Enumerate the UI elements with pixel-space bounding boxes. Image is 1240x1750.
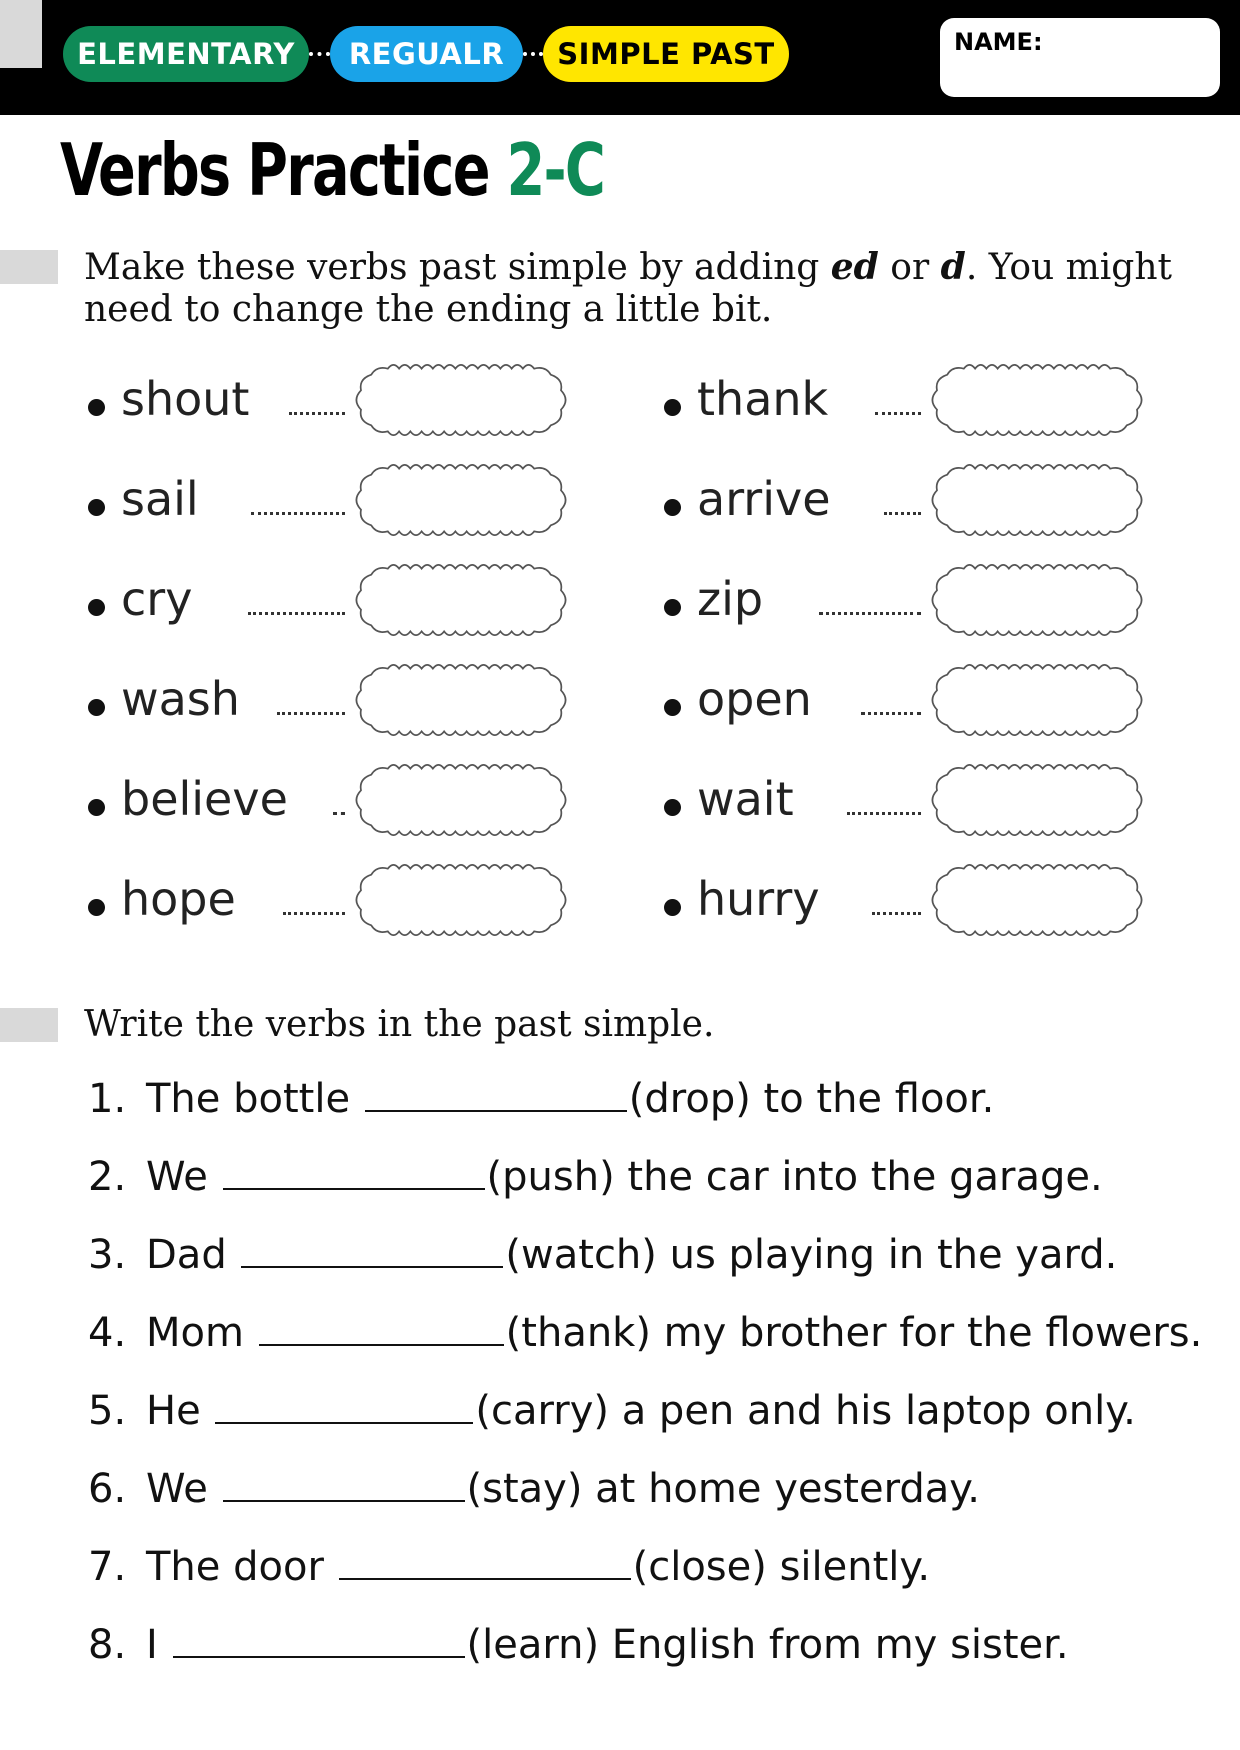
answer-box[interactable] [345, 862, 577, 938]
verb-row [88, 566, 581, 646]
answer-box[interactable] [921, 662, 1153, 738]
verb-word: open [697, 672, 812, 726]
sentence-item [88, 1382, 1136, 1434]
bullet-icon [88, 799, 105, 816]
tag-connector [309, 52, 330, 60]
verb-word: thank [697, 372, 829, 426]
verb-row [88, 666, 581, 746]
tag-simple-past: SIMPLE PAST [543, 26, 789, 82]
sentence-start: Dad [146, 1232, 240, 1278]
verb-word: hurry [697, 872, 820, 926]
sentence-end: (watch) us playing in the yard. [505, 1232, 1118, 1278]
sentence-end: (close) silently. [632, 1544, 931, 1590]
answer-box-outline [932, 465, 1141, 535]
answer-box-outline [356, 865, 565, 935]
answer-blank[interactable] [223, 1460, 465, 1502]
verb-row [664, 766, 1157, 846]
sentence-item [88, 1148, 1103, 1200]
answer-box-outline [356, 465, 565, 535]
verb-row [664, 366, 1157, 446]
answer-box-outline [356, 565, 565, 635]
sentence-end: (carry) a pen and his laptop only. [475, 1388, 1136, 1434]
title-main: Verbs Practice [60, 128, 489, 212]
bullet-icon [664, 899, 681, 916]
answer-box[interactable] [345, 462, 577, 538]
answer-box-outline [932, 765, 1141, 835]
dotted-leader [277, 712, 345, 715]
dotted-leader [872, 912, 921, 915]
bullet-icon [88, 699, 105, 716]
answer-box-outline [932, 365, 1141, 435]
sentence-item [88, 1616, 1069, 1668]
answer-box[interactable] [921, 462, 1153, 538]
answer-box[interactable] [345, 562, 577, 638]
bullet-icon [664, 799, 681, 816]
answer-blank[interactable] [223, 1148, 485, 1190]
sentence-number: 7. [88, 1544, 127, 1590]
bullet-icon [664, 499, 681, 516]
answer-box-outline [932, 665, 1141, 735]
sentence-start: Mom [146, 1310, 257, 1356]
answer-blank[interactable] [365, 1070, 627, 1112]
dotted-leader [251, 512, 345, 515]
verb-word: wait [697, 772, 794, 826]
verb-row [664, 866, 1157, 946]
sentence-end: (stay) at home yesterday. [466, 1466, 980, 1512]
answer-box[interactable] [921, 762, 1153, 838]
tag-regular: REGUALR [330, 26, 523, 82]
sentence-number: 1. [88, 1076, 127, 1122]
answer-box-outline [932, 865, 1141, 935]
verb-word: wash [121, 672, 240, 726]
verb-word: zip [697, 572, 764, 626]
header-bar [0, 0, 1240, 115]
bullet-icon [88, 899, 105, 916]
dotted-leader [884, 512, 921, 515]
bullet-icon [88, 499, 105, 516]
sentence-start: We [146, 1154, 221, 1200]
sentence-start: The door [146, 1544, 337, 1590]
tag-elementary: ELEMENTARY [63, 26, 309, 82]
answer-blank[interactable] [339, 1538, 631, 1580]
sentence-item [88, 1070, 994, 1122]
dotted-leader [847, 812, 921, 815]
bullet-icon [88, 399, 105, 416]
answer-box-outline [356, 665, 565, 735]
verb-row [664, 466, 1157, 546]
sentence-number: 6. [88, 1466, 127, 1512]
verb-word: arrive [697, 472, 831, 526]
section-marker [0, 250, 58, 284]
dotted-leader [333, 812, 345, 815]
sentence-number: 2. [88, 1154, 127, 1200]
answer-box[interactable] [921, 862, 1153, 938]
tag-connector [523, 52, 543, 60]
sentence-item [88, 1460, 980, 1512]
section2-instruction: Write the verbs in the past simple. [84, 1004, 715, 1045]
answer-box[interactable] [345, 762, 577, 838]
dotted-leader [875, 412, 921, 415]
sentence-end: (drop) to the floor. [628, 1076, 995, 1122]
dotted-leader [289, 412, 345, 415]
answer-box[interactable] [345, 662, 577, 738]
verb-word: cry [121, 572, 193, 626]
sentence-number: 5. [88, 1388, 127, 1434]
bullet-icon [88, 599, 105, 616]
sentence-number: 3. [88, 1232, 127, 1278]
answer-blank[interactable] [215, 1382, 473, 1424]
bullet-icon [664, 599, 681, 616]
verb-word: shout [121, 372, 250, 426]
sentence-item [88, 1538, 930, 1590]
answer-box[interactable] [345, 362, 577, 438]
sentence-end: (learn) English from my sister. [466, 1622, 1069, 1668]
answer-box[interactable] [921, 562, 1153, 638]
verb-row [664, 666, 1157, 746]
bullet-icon [664, 699, 681, 716]
sentence-start: We [146, 1466, 221, 1512]
answer-box-outline [356, 365, 565, 435]
sentence-number: 8. [88, 1622, 127, 1668]
verb-row [88, 766, 581, 846]
answer-box-outline [356, 765, 565, 835]
answer-box[interactable] [921, 362, 1153, 438]
verb-row [88, 466, 581, 546]
verb-word: believe [121, 772, 288, 826]
title-code: 2-C [506, 128, 605, 212]
answer-blank[interactable] [241, 1226, 503, 1268]
dotted-leader [819, 612, 921, 615]
section-marker [0, 1008, 58, 1042]
answer-box-outline [932, 565, 1141, 635]
page-title [60, 128, 604, 212]
corner-tab [0, 0, 42, 68]
answer-blank[interactable] [173, 1616, 465, 1658]
dotted-leader [861, 712, 921, 715]
dotted-leader [283, 912, 345, 915]
sentence-start: The bottle [146, 1076, 363, 1122]
sentence-end: (push) the car into the garage. [486, 1154, 1103, 1200]
sentence-number: 4. [88, 1310, 127, 1356]
verb-row [88, 366, 581, 446]
verb-word: sail [121, 472, 199, 526]
dotted-leader [248, 612, 345, 615]
verb-row [664, 566, 1157, 646]
sentence-start: I [146, 1622, 171, 1668]
bullet-icon [664, 399, 681, 416]
sentence-item [88, 1304, 1202, 1356]
name-field[interactable] [940, 18, 1220, 97]
verb-word: hope [121, 872, 236, 926]
sentence-start: He [146, 1388, 214, 1434]
verb-row [88, 866, 581, 946]
sentence-end: (thank) my brother for the flowers. [505, 1310, 1203, 1356]
name-label: NAME: [954, 28, 1043, 56]
sentence-item [88, 1226, 1117, 1278]
answer-blank[interactable] [259, 1304, 504, 1346]
section1-instruction: Make these verbs past simple by adding ed or d. You might need to change the ending a little bit. [84, 246, 1172, 330]
